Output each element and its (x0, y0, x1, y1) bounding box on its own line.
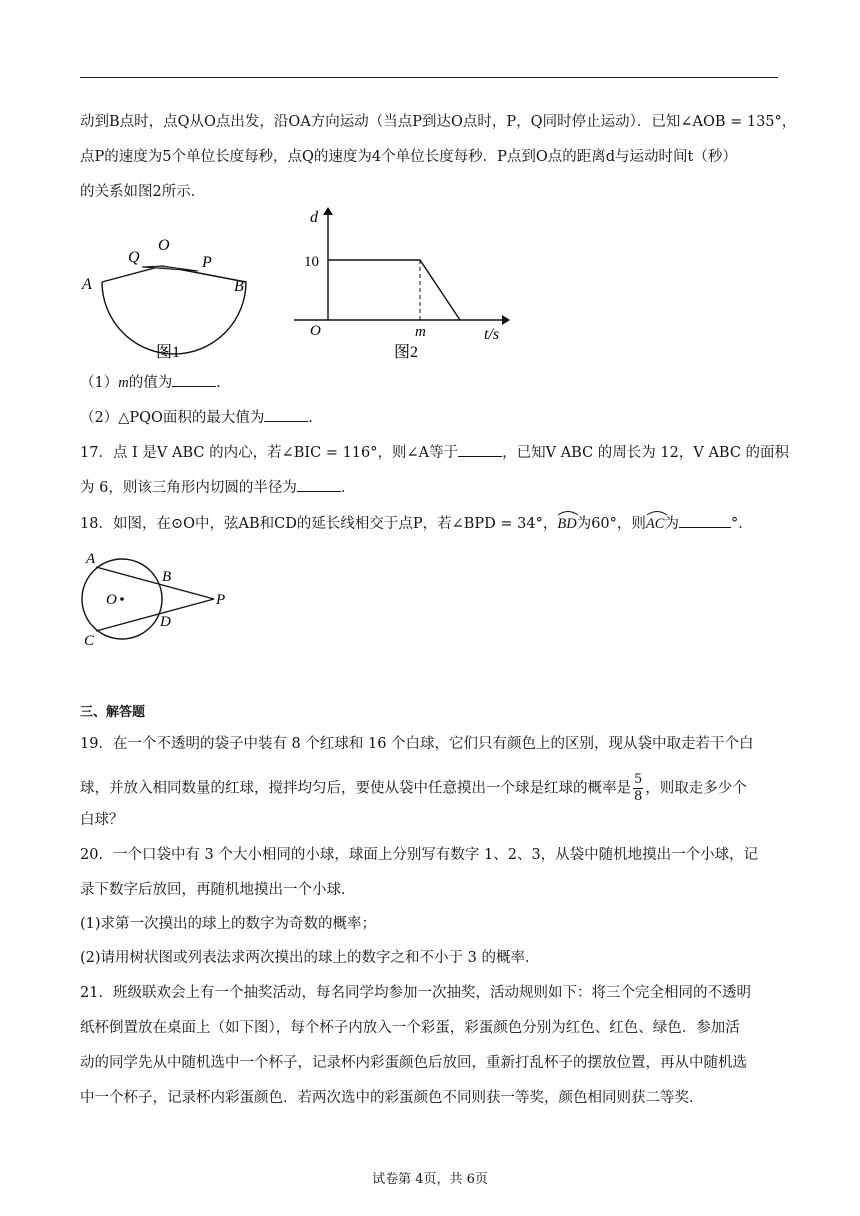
q19-text-b: ，则取走多少个 (645, 780, 747, 797)
q17-text-c: 为 6，则该三角形内切圆的半径为 (80, 480, 297, 496)
figure-q18-circle (76, 545, 246, 650)
intro-line-2: 点P的速度为5个单位长度每秒，点Q的速度为4个单位长度每秒．P点到O点的距离d与运动时间t（秒） (80, 149, 737, 165)
section-heading: 三、解答题 (80, 705, 146, 720)
arc-ac (646, 514, 665, 534)
label-p: P (216, 592, 226, 608)
q19-line-1: 19．在一个不透明的袋子中装有 8 个红球和 16 个白球，它们只有颜色上的区别，现从袋中取走若干个白 (80, 736, 754, 752)
figure-2-caption: 图2 (394, 344, 419, 361)
arc-ac-mark (646, 510, 668, 516)
q21-line-1: 21．班级联欢会上有一个抽奖活动，每名同学均参加一次抽奖，活动规则如下：将三个完全相同的不透明 (80, 985, 751, 1001)
q19-line-2 (80, 772, 780, 805)
intro-line-3: 的关系如图2所示． (80, 184, 206, 200)
q21-line-4: 中一个杯子，记录杯内彩蛋颜色．若两次选中的彩蛋颜色不同则获一等奖，颜色相同则获二等奖． (80, 1090, 704, 1106)
q18-text-d: °． (730, 516, 753, 532)
sector-outline (102, 266, 246, 354)
x-axis-label: t/s (484, 326, 500, 343)
q21-line-2: 纸杯倒置放在桌面上（如下图），每个杯子内放入一个彩蛋，彩蛋颜色分别为红色、红色、绿色．参加活 (80, 1020, 740, 1036)
q16-part-2-prefix: （2） (80, 410, 119, 426)
q18-text-b: 为60°，则 (576, 516, 646, 532)
q18-line (80, 513, 780, 534)
label-a: A (82, 276, 92, 293)
label-a: A (86, 551, 96, 567)
label-d: D (160, 614, 171, 630)
answer-blank[interactable] (458, 442, 502, 457)
label-o: O (106, 592, 117, 608)
arc-ac-text: AC (645, 516, 665, 532)
fraction-numerator: 5 (634, 772, 643, 787)
figure-2-graph (290, 205, 520, 367)
q19-line-3: 白球？ (80, 812, 124, 828)
q20-line-2: 录下数字后放回，再随机地摸出一个小球． (80, 882, 356, 898)
q17-text-b: ，已知V ABC 的周长为 12，V ABC 的面积 (502, 445, 790, 461)
graph-line (328, 260, 460, 320)
label-o: O (158, 237, 170, 254)
x-axis-arrow (502, 315, 510, 325)
center-dot (120, 597, 124, 601)
label-q: Q (128, 249, 140, 266)
q20-line-1: 20．一个口袋中有 3 个大小相同的小球，球面上分别写有数字 1、2、3，从袋中随机地摸出一个小球，记 (80, 847, 759, 863)
header-rule (80, 77, 778, 78)
q16-part-1-prefix: （1） (80, 375, 119, 391)
label-b: B (234, 278, 244, 295)
answer-blank[interactable] (172, 372, 216, 387)
fraction-denominator: 8 (634, 789, 643, 804)
figure-1-caption: 图1 (156, 344, 181, 361)
q18-text-a: 18．如图，在⊙O中，弦AB和CD的延长线相交于点P，若∠BPD = 34°， (80, 516, 558, 532)
q19-text-a: 球，并放入相同数量的红球，搅拌均匀后，要使从袋中任意摸出一个球是红球的概率是 (80, 780, 631, 797)
origin-label: O (310, 323, 321, 339)
q16-part-1-var: m (118, 375, 129, 391)
figure-1-sector (78, 230, 258, 365)
q18-text-c: 为 (664, 516, 679, 532)
answer-blank[interactable] (679, 513, 731, 528)
y-axis-arrow (323, 207, 333, 215)
q17-text-a: 17．点 I 是V ABC 的内心，若∠BIC = 116°，则∠A等于 (80, 445, 459, 461)
answer-blank[interactable] (297, 477, 341, 492)
fraction-5-8 (633, 772, 643, 805)
q17-line-1 (80, 442, 790, 463)
arc-bd (557, 514, 576, 534)
page-footer: 试卷第 4页，共 6页 (372, 1172, 488, 1187)
x-tick-m: m (415, 324, 426, 340)
label-b: B (162, 569, 172, 585)
q16-part-2: （2）△PQO面积的最大值为 ． (80, 407, 780, 428)
y-tick-10: 10 (304, 254, 319, 270)
intro-line-1: 动到B点时，点Q从O点出发，沿OA方向运动（当点P到达O点时，P，Q同时停止运动）．已知∠AOB = 135°， (80, 114, 797, 130)
arc-bd-mark (557, 510, 579, 516)
label-c: C (84, 633, 95, 649)
q20-part-1: (1)求第一次摸出的球上的数字为奇数的概率； (80, 916, 377, 932)
q17-line-2: 为 6，则该三角形内切圆的半径为 ． (80, 477, 780, 498)
label-p: P (202, 254, 212, 271)
y-axis-label: d (310, 209, 318, 226)
q16-part-1: （1）m的值为 ． (80, 372, 780, 393)
q16-part-2-text: △PQO面积的最大值为 (118, 410, 265, 426)
q20-part-2: (2)请用树状图或列表法求两次摸出的球上的数字之和不小于 3 的概率． (80, 950, 540, 966)
arc-bd-text: BD (557, 516, 577, 532)
q21-line-3: 动的同学先从中随机选中一个杯子，记录杯内彩蛋颜色后放回，重新打乱杯子的摆放位置，再从中随机选 (80, 1055, 747, 1071)
answer-blank[interactable] (264, 407, 308, 422)
q16-part-1-text: 的值为 (128, 375, 173, 391)
